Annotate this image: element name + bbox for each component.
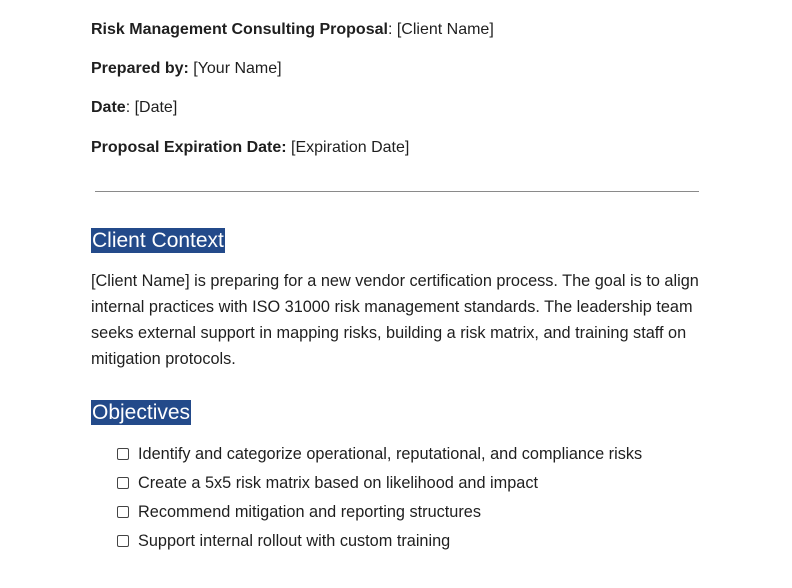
expiration-line (91, 139, 409, 157)
prepared-by-value: [Your Name] (188, 60, 282, 77)
client-context-heading: Client Context (92, 229, 224, 252)
objective-text: Create a 5x5 risk matrix based on likelihood and impact (138, 474, 538, 492)
colon: : (387, 21, 393, 38)
objective-text: Identify and categorize operational, reputational, and compliance risks (138, 445, 643, 463)
expiration-label: Proposal Expiration Date: (91, 139, 287, 156)
checkbox-icon[interactable] (117, 506, 129, 518)
objectives-list (117, 441, 697, 557)
proposal-title-line (91, 21, 494, 39)
objective-item (117, 441, 697, 467)
proposal-title-value: [Client Name] (392, 21, 494, 38)
objective-text: Recommend mitigation and reporting structures (138, 503, 481, 521)
expiration-value: [Expiration Date] (286, 139, 410, 156)
horizontal-divider (95, 191, 699, 192)
date-line (91, 99, 177, 117)
client-context-paragraph: [Client Name] is preparing for a new vendor certification process. The goal is to align internal practices with ISO 31000 risk management standards. The leadership team seeks external support in mapping risks, building a risk matrix, and training staff on mitigation protocols. (91, 272, 699, 368)
objective-text: Support internal rollout with custom training (138, 532, 451, 550)
colon: : (125, 99, 131, 116)
objective-item (117, 499, 697, 525)
prepared-by-line (91, 60, 282, 78)
checkbox-icon[interactable] (117, 477, 129, 489)
objective-item (117, 528, 697, 554)
checkbox-icon[interactable] (117, 535, 129, 547)
date-value: [Date] (130, 99, 178, 116)
objectives-heading: Objectives (92, 401, 191, 424)
date-label: Date (91, 99, 126, 116)
proposal-title-label: Risk Management Consulting Proposal (91, 21, 388, 38)
checkbox-icon[interactable] (117, 448, 129, 460)
objective-item (117, 470, 697, 496)
prepared-by-label: Prepared by: (91, 60, 189, 77)
